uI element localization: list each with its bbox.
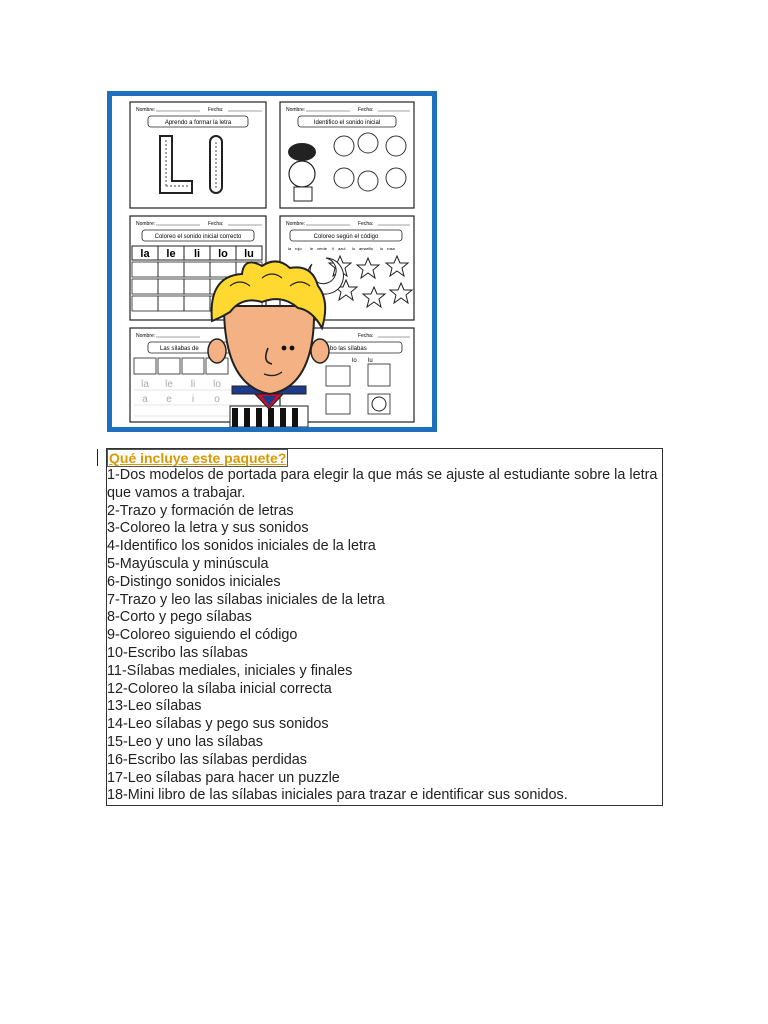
code-color: rojo	[295, 246, 302, 251]
list-item: 9-Coloreo siguiendo el código	[107, 627, 298, 644]
name-label: Nombre:	[136, 107, 156, 113]
list-item: 13-Leo sílabas	[107, 698, 202, 715]
sheet-title: bo las sílabas	[330, 346, 367, 352]
traced-syllable: li	[190, 379, 196, 390]
sheet-title: Identifico el sonido inicial	[313, 120, 381, 126]
date-label: Fecha:	[208, 221, 224, 227]
list-item: 14-Leo sílabas y pego sus sonidos	[107, 716, 329, 733]
traced-syllable: e	[166, 394, 172, 405]
date-label: Fecha:	[358, 107, 374, 113]
name-label: Nombre:	[286, 221, 306, 227]
package-heading-link[interactable]: Qué incluye este paquete?	[109, 450, 287, 466]
traced-syllable: i	[191, 394, 195, 405]
syllable-cell: la	[140, 248, 150, 260]
sheet-syllable: lu	[368, 358, 373, 364]
list-item: 8-Corto y pego sílabas	[107, 609, 252, 626]
traced-syllable: a	[142, 394, 148, 405]
sheet-title: Aprendo a formar la letra	[164, 120, 232, 126]
code-color: amarillo	[359, 246, 374, 251]
list-item: 15-Leo y uno las sílabas	[107, 733, 263, 750]
code-syllable: li	[332, 246, 334, 251]
list-item: 3-Coloreo la letra y sus sonidos	[107, 520, 309, 537]
name-label: Nombre:	[136, 333, 156, 339]
list-item: 11-Sílabas mediales, iniciales y finales	[107, 662, 353, 679]
list-item: 7-Trazo y leo las sílabas iniciales de la letra	[107, 591, 385, 608]
code-color: azul	[338, 246, 346, 251]
product-cover-image	[107, 91, 437, 432]
syllable-cell: lo	[218, 248, 228, 260]
name-label: Nombre:	[286, 107, 306, 113]
date-label: Fecha:	[358, 333, 374, 339]
worksheet-letter-formation	[130, 102, 266, 208]
text-cursor	[97, 449, 98, 466]
traced-syllable: la	[141, 379, 149, 390]
worksheet-initial-sound	[280, 102, 414, 208]
code-syllable: le	[310, 246, 314, 251]
list-item: 4-Identifico los sonidos iniciales de la letra	[107, 538, 376, 555]
list-item: 10-Escribo las sílabas	[107, 644, 248, 661]
sheet-title: Coloreo según el código	[313, 234, 379, 240]
sheet-title: Las sílabas de	[160, 346, 199, 352]
traced-syllable: lo	[213, 379, 221, 390]
list-item: 12-Coloreo la sílaba inicial correcta	[107, 680, 332, 697]
list-item: 1-Dos modelos de portada para elegir la que más se ajuste al estudiante sobre la letra que vamos a trabajar.	[107, 467, 658, 501]
code-color: rosa	[387, 246, 395, 251]
syllable-cell: li	[193, 248, 201, 260]
syllable-cell: le	[166, 248, 176, 260]
name-label: Nombre:	[136, 221, 156, 227]
syllable-cell: lu	[244, 248, 254, 260]
date-label: Fecha:	[208, 107, 224, 113]
list-item: 17-Leo sílabas para hacer un puzzle	[107, 769, 340, 786]
traced-syllable: o	[214, 394, 220, 405]
list-item: 6-Distingo sonidos iniciales	[107, 573, 281, 590]
list-item: 18-Mini libro de las sílabas iniciales para trazar e identificar sus sonidos.	[107, 787, 568, 804]
code-color: verde	[317, 246, 328, 251]
list-item: 2-Trazo y formación de letras	[107, 502, 294, 519]
sheet-syllable: lo	[352, 358, 357, 364]
sheet-title: Coloreo el sonido inicial correcto	[154, 234, 242, 240]
list-item: 5-Mayúscula y minúscula	[107, 555, 269, 572]
traced-syllable: le	[165, 379, 173, 390]
package-items-list	[107, 467, 660, 805]
code-syllable: la	[288, 246, 292, 251]
code-syllable: lu	[380, 246, 384, 251]
code-syllable: lo	[352, 246, 356, 251]
date-label: Fecha:	[358, 221, 374, 227]
package-contents-box	[106, 448, 663, 806]
list-item: 16-Escribo las sílabas perdidas	[107, 751, 307, 768]
